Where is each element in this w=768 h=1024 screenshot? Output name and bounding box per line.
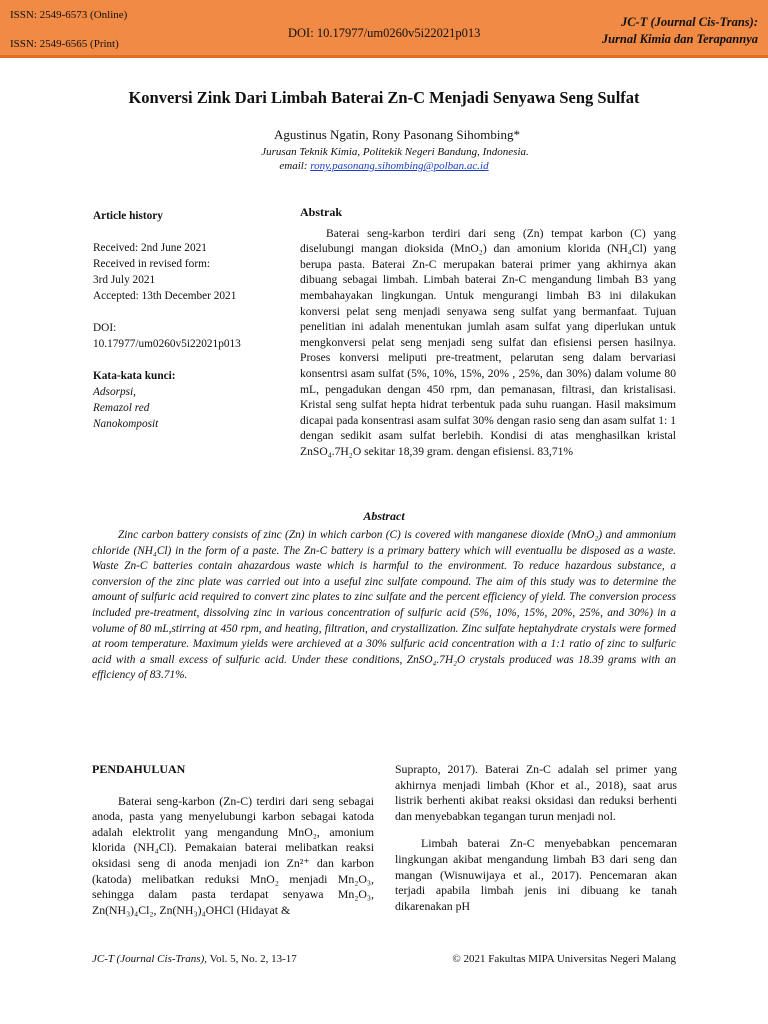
abstrak-heading: Abstrak [300, 205, 343, 219]
keyword: Nanokomposit [93, 418, 159, 430]
paragraph: Suprapto, 2017). Baterai Zn-C adalah sel primer yang akhirnya menjadi limbah (Khor et al., 2018), saat arus listrik berhenti akibat reaksi oksidasi dan reduksi berhenti dan menyebabkan tegangan turun menjadi nol. [395, 762, 677, 823]
email-label: email: [279, 160, 311, 172]
abstrak-section [300, 205, 676, 460]
revised-date: 3rd July 2021 [93, 274, 156, 286]
footer-copyright: © 2021 Fakultas MIPA Universitas Negeri Malang [452, 953, 676, 965]
abstract-heading: Abstract [363, 509, 405, 523]
footer-citation [92, 953, 297, 965]
journal-header-bar [0, 0, 768, 58]
doi-value[interactable]: 10.17977/um0260v5i22021p013 [93, 338, 241, 350]
issn-print: ISSN: 2549-6565 (Print) [10, 38, 119, 50]
journal-name-line1: JC-T (Journal Cis-Trans): [620, 15, 758, 29]
received-date: Received: 2nd June 2021 [93, 242, 207, 254]
header-doi: DOI: 10.17977/um0260v5i22021p013 [288, 26, 481, 40]
article-info-column [93, 208, 283, 432]
body-left-column [92, 762, 374, 918]
email-link[interactable]: rony.pasonang.sihombing@polban.ac.id [310, 160, 489, 172]
footer-journal: JC-T (Journal Cis-Trans) [92, 953, 205, 965]
journal-name [498, 14, 758, 48]
journal-name-line2: Jurnal Kimia dan Terapannya [601, 32, 758, 46]
email-line [0, 160, 768, 172]
revised-label: Received in revised form: [93, 258, 211, 270]
section-heading: PENDAHULUAN [92, 762, 186, 776]
article-history-heading: Article history [93, 210, 163, 222]
abstract-section [92, 528, 676, 684]
footer-volume: , Vol. 5, No. 2, 13-17 [204, 953, 297, 965]
paragraph: Baterai seng-karbon (Zn-C) terdiri dari seng sebagai anoda, pasta yang menyelubungi karbon sebagai katoda adalah elektrolit yang mengandung MnO₂, amonium klorida (NH₄Cl). Pemakaian baterai melibatkan reaksi oksidasi seng di anoda menjadi ion Zn²⁺ dan karbon (katoda) melibatkan reduksi MnO₂ menjadi Mn₂O₃, sehingga dalam pasta terdapat senyawa Mn₂O₃, Zn(NH₃)₄Cl₂, Zn(NH₃)₄OHCl (Hidayat & [92, 793, 374, 917]
paragraph: Limbah baterai Zn-C menyebabkan pencemaran lingkungan akibat mengandung limbah B3 dari seng dan mangan (Wisnuwijaya et al., 2017). Pencemaran akan terjadi apabila limbah jenis ini dibuang ke tanah dikarenakan pH [395, 836, 677, 913]
keyword: Adsorpsi, [93, 386, 136, 398]
authors: Agustinus Ngatin, Rony Pasonang Sihombing* [274, 127, 520, 142]
abstrak-text: Baterai seng-karbon terdiri dari seng (Zn) tempat karbon (C) yang diselubungi mangan dioksida (MnO₂) dan amonium klorida (NH₄Cl) yang berupa pasta. Baterai Zn-C merupakan baterai primer yang akhirnya akan dibuang sebagai limbah. Limbah baterai Zn-C mengandung limbah B3 yang membahayakan lingkungan. Untuk mengurangi limbah B3 ini dilakukan konversi pelat seng menjadi senyawa seng sulfat yang bermanfaat. Tujuan penelitian ini adalah menentukan jumlah asam sulfat yang diperlukan untuk mengkonversi pelat seng menjadi seng sulfat dan efisiensi persen hasilnya. Proses konversi meliputi pre-treatment, pelarutan seng dalam bervariasi konsentrsi asam sulfat (5%, 10%, 15%, 20% , 25%, dan 30%) dalam volume 80 mL, pengadukan dengan 450 rpm, dan pemanasan, filtrasi, dan kristalisasi. Kristal seng sulfat hepta hidrat terbentuk pada suhu ruangan. Hasil maksimum dicapai pada konsentrasi asam sulfat 30% dengan rasio seng dan asam sulfat 1: 1 dengan sedikit asam sulfat berlebih. Kondisi di atas menghasilkan kristal ZnSO₄.7H₂O sekitar 18,39 gram. dengan efisiensi. 83,71% [300, 226, 676, 458]
paper-title: Konversi Zink Dari Limbah Baterai Zn-C Menjadi Senyawa Seng Sulfat [128, 88, 640, 107]
accepted-date: Accepted: 13th December 2021 [93, 290, 237, 302]
keywords-heading: Kata-kata kunci: [93, 370, 176, 382]
abstract-text: Zinc carbon battery consists of zinc (Zn) in which carbon (C) is covered with manganese dioxide (MnO₂) and ammonium chloride (NH₄Cl) in the form of a paste. The Zn-C battery is a primary battery which will eventuallu be disposed as a waste. Waste Zn-C batteries contain ahazardous waste which is harmful to the environment. To reduce hazardous substance, a conversion of the zinc plate was carried out into a useful zinc sulfate compound. The aim of this study was to determine the amount of sulfuric acid required to convert zinc plates to zinc sulfate and the percent efficiency of yield. The conversion process included pre-treatment, dissolving zinc in various concentration of sulfuric acid (5%, 10%, 15%, 20%, 25%, and 30%) in a volume of 80 mL,stirring at 450 rpm, and heating, filtration, and crystallization. Zinc sulfate heptahydrate crystals were formed at room temperature. Maximum yields were archieved at a 30% sulfuric acid concentration with a 1:1 ratio of zinc to sulfuric acid with a small excess of sulfuric acid. Under these conditions, ZnSO₄.7H₂O crystals produced was 18.39 grams with an efficiency of 83.71%. [92, 529, 676, 682]
body-right-column [395, 762, 677, 914]
keyword: Remazol red [93, 402, 150, 414]
affiliation: Jurusan Teknik Kimia, Politekik Negeri Bandung, Indonesia. [261, 146, 529, 158]
doi-label: DOI: [93, 322, 117, 334]
issn-online: ISSN: 2549-6573 (Online) [10, 9, 128, 21]
